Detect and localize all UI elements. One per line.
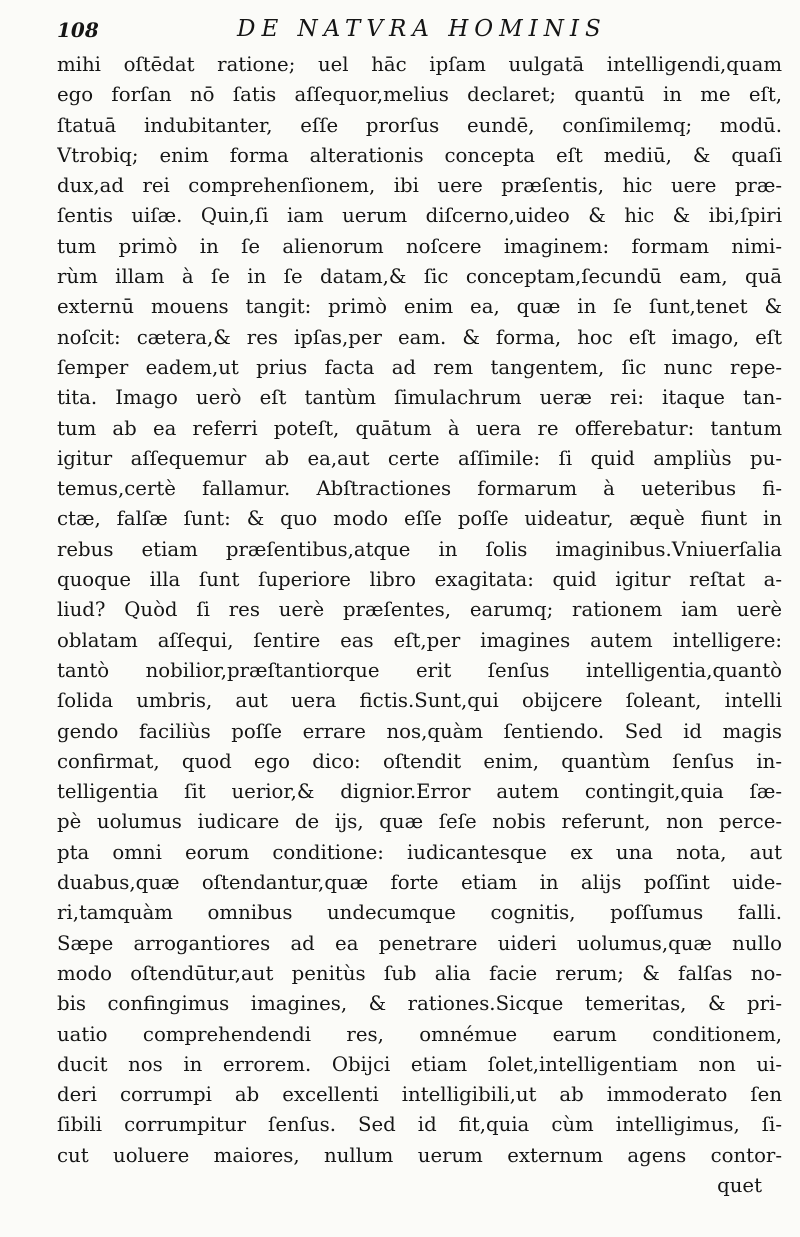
text-line: ctæ, falſæ ſunt: & quo modo eſſe poſſe uideatur, æquè fiunt in — [57, 507, 782, 531]
text-line: tantò nobilior,præſtantiorque erit ſenſus intelligentia,quantò — [57, 658, 782, 682]
text-line: dux,ad rei comprehenſionem, ibi uere præſentis, hic uere præ- — [57, 174, 782, 198]
text-line: Vtrobiq; enim forma alterationis concepta eſt mediū, & quaſi — [57, 143, 782, 167]
text-line: tum ab ea referri poteſt, quātum à uera re offerebatur: tantum — [57, 416, 782, 440]
text-line: pta omni eorum conditione: iudicantesque ex una nota, aut — [57, 840, 782, 864]
text-line: confirmat, quod ego dico: oſtendit enim, quantùm ſenſus in- — [57, 749, 782, 773]
text-line: noſcit: cætera,& res ipſas,per eam. & forma, hoc eſt imago, eſt — [57, 325, 782, 349]
text-line: ſolida umbris, aut uera fictis.Sunt,qui obijcere ſoleant, intelli — [57, 689, 782, 713]
text-line: ego forſan nō ſatis aſſequor,melius declaret; quantū in me eſt, — [57, 83, 782, 107]
text-line: duabus,quæ oſtendantur,quæ forte etiam in alijs poſſint uide- — [57, 871, 782, 895]
text-line: rebus etiam præſentibus,atque in ſolis imaginibus.Vniuerſalia — [57, 537, 782, 561]
text-line: ducit nos in errorem. Obijci etiam ſolet,intelligentiam non ui- — [57, 1052, 782, 1076]
text-line: externū mouens tangit: primò enim ea, quæ in ſe ſunt,tenet & — [57, 295, 782, 319]
text-line: ſtatuā indubitanter, eſſe prorſus eundē, conſimilemq; modū. — [57, 113, 782, 137]
body-text — [57, 50, 782, 1201]
text-line: ſibili corrumpitur ſenſus. Sed id fit,quia cùm intelligimus, ſi- — [57, 1113, 782, 1137]
text-line: liud? Quòd ſi res uerè præſentes, earumq; rationem iam uerè — [57, 598, 782, 622]
text-line: Sæpe arrogantiores ad ea penetrare uideri uolumus,quæ nullo — [57, 931, 782, 955]
text-line: deri corrumpi ab excellenti intelligibili,ut ab immoderato ſen — [57, 1083, 782, 1107]
page-header — [57, 10, 777, 50]
catchword: quet — [717, 1173, 762, 1197]
text-line: uatio comprehendendi res, omnémue earum conditionem, — [57, 1022, 782, 1046]
text-line: temus,certè fallamur. Abſtractiones formarum à ueteribus fi- — [57, 477, 782, 501]
text-line: oblatam aſſequi, ſentire eas eſt,per imagines autem intelligere: — [57, 628, 782, 652]
text-line: modo oſtendūtur,aut penitùs ſub alia facie rerum; & falſas no- — [57, 961, 782, 985]
text-line: igitur aſſequemur ab ea,aut certe aſſimile: ſi quid ampliùs pu- — [57, 446, 782, 470]
text-line: bis confingimus imagines, & rationes.Sicque temeritas, & pri- — [57, 992, 782, 1016]
text-line: mihi oſtēdat ratione; uel hāc ipſam uulgatā intelligendi,quam — [57, 53, 782, 76]
page-number: 108 — [57, 18, 99, 42]
text-line: cut uoluere maiores, nullum uerum externum agens contor- — [57, 1143, 782, 1167]
text-line: rùm illam à ſe in ſe datam,& ſic conceptam,ſecundū eam, quā — [57, 265, 782, 289]
text-line: tita. Imago uerò eſt tantùm ſimulachrum ueræ rei: itaque tan- — [57, 386, 782, 410]
text-line: pè uolumus iudicare de ijs, quæ ſeſe nobis referunt, non perce- — [57, 810, 782, 834]
text-line: ſentis uiſæ. Quin,ſi iam uerum diſcerno,uideo & hic & ibi,ſpiri — [57, 204, 782, 228]
text-line: ri,tamquàm omnibus undecumque cognitis, poſſumus falli. — [57, 901, 782, 925]
text-line: ſemper eadem,ut prius facta ad rem tangentem, ſic nunc repe- — [57, 355, 782, 379]
running-title: DE NATVRA HOMINIS — [237, 16, 607, 42]
text-line: tum primò in ſe alienorum noſcere imaginem: formam nimi- — [57, 234, 782, 258]
text-line: quoque illa ſunt ſuperiore libro exagitata: quid igitur reſtat a- — [57, 568, 782, 592]
text-line: gendo faciliùs poſſe errare nos,quàm ſentiendo. Sed id magis — [57, 719, 782, 743]
text-line: telligentia ſit uerior,& dignior.Error autem contingit,quia ſæ- — [57, 780, 782, 804]
